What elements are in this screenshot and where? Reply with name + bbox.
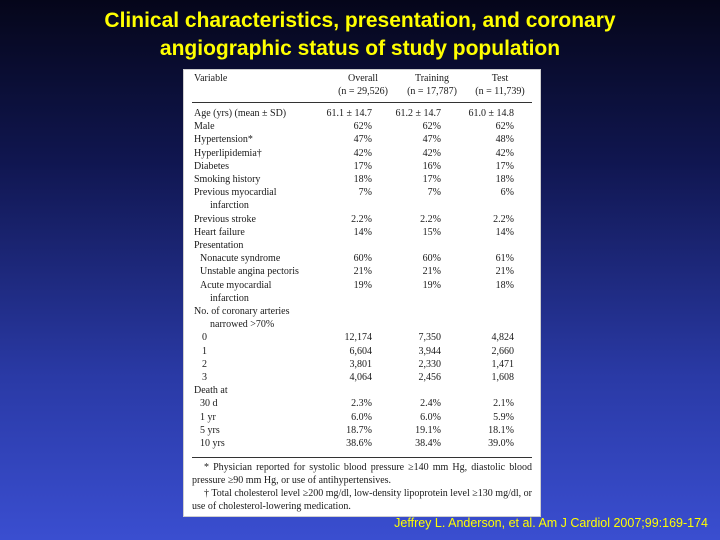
cell-test: 21% [495, 266, 514, 278]
cell-overall: 21% [353, 266, 372, 278]
cell-overall: 2.3% [351, 398, 372, 410]
cell-test: 2.1% [493, 398, 514, 410]
cell-training: 38.4% [415, 438, 441, 449]
cell-overall: 4,064 [349, 372, 372, 383]
table-row [194, 265, 532, 278]
row-label: 1 [202, 345, 207, 357]
row-label: Hypertension* [194, 134, 253, 146]
table-row [194, 252, 532, 265]
row-label: Death at [194, 385, 228, 397]
cell-training: 15% [422, 226, 441, 238]
citation: Jeffrey L. Anderson, et al. Am J Cardiol 2007;99:169-174 [394, 516, 708, 530]
table-row [194, 186, 532, 199]
cell-training: 3,944 [418, 345, 441, 357]
cell-test: 1,471 [491, 358, 514, 370]
table-row [194, 120, 532, 133]
row-label: 5 yrs [200, 424, 220, 436]
cell-test: 1,608 [491, 372, 514, 383]
cell-training: 21% [422, 266, 441, 278]
row-label: Heart failure [194, 226, 245, 238]
table-row [194, 331, 532, 344]
cell-training: 61.2 ± 14.7 [395, 108, 441, 119]
footnote-hypertension: * Physician reported for systolic blood pressure ≥140 mm Hg, diastolic blood pressure ≥90 mm Hg, or use of antihypertensives. [192, 462, 532, 486]
cell-overall: 38.6% [346, 438, 372, 449]
cell-training: 17% [422, 174, 441, 185]
table-row [194, 279, 532, 292]
cell-test: 2.2% [493, 213, 514, 225]
row-label: 10 yrs [200, 438, 225, 449]
cell-test: 17% [495, 160, 514, 172]
row-label: 0 [202, 332, 207, 344]
cell-test: 14% [495, 226, 514, 238]
cell-overall: 14% [353, 226, 372, 238]
col-header-test-n: (n = 11,739) [475, 86, 525, 97]
row-label: narrowed >70% [210, 319, 275, 331]
cell-overall: 18% [353, 174, 372, 185]
cell-test: 5.9% [493, 411, 514, 423]
header-rule [192, 102, 532, 103]
cell-training: 42% [422, 147, 441, 159]
cell-training: 7,350 [418, 332, 441, 344]
cell-training: 2.2% [420, 213, 441, 225]
row-label: Presentation [194, 240, 244, 251]
row-label: 2 [202, 358, 207, 370]
cell-overall: 60% [353, 253, 372, 265]
row-label: infarction [210, 292, 249, 304]
row-label: Previous stroke [194, 213, 256, 225]
table-row [194, 318, 532, 331]
cell-test: 62% [495, 121, 514, 133]
row-label: No. of coronary arteries [194, 306, 290, 317]
table-row [194, 437, 532, 450]
table-row [194, 213, 532, 226]
row-label: Nonacute syndrome [200, 253, 281, 265]
table-row [194, 411, 532, 424]
cell-test: 42% [495, 147, 514, 159]
cell-training: 47% [422, 134, 441, 146]
cell-test: 39.0% [488, 438, 514, 449]
cell-training: 2,330 [418, 358, 441, 370]
row-label: Male [194, 121, 215, 133]
col-header-test: Test [491, 73, 509, 84]
cell-overall: 18.7% [346, 424, 372, 436]
table-row [194, 226, 532, 239]
cell-training: 16% [422, 160, 441, 172]
table-row [194, 424, 532, 437]
cell-overall: 42% [353, 147, 372, 159]
cell-test: 4,824 [491, 332, 514, 344]
cell-training: 6.0% [420, 411, 441, 423]
cell-test: 18% [495, 174, 514, 185]
cell-training: 7% [427, 187, 441, 199]
table-row [194, 239, 532, 252]
cell-overall: 47% [353, 134, 372, 146]
table-row [194, 133, 532, 146]
row-label: Age (yrs) (mean ± SD) [194, 108, 287, 119]
cell-test: 18.1% [488, 424, 514, 436]
cell-training: 2.4% [420, 398, 441, 410]
cell-overall: 62% [353, 121, 372, 133]
table-row [194, 292, 532, 305]
table-header [192, 73, 532, 101]
row-label: Smoking history [194, 174, 261, 185]
cell-overall: 61.1 ± 14.7 [326, 108, 372, 119]
cell-overall: 17% [353, 160, 372, 172]
row-label: Previous myocardial [194, 187, 277, 199]
cell-overall: 19% [353, 279, 372, 291]
col-header-overall-n: (n = 29,526) [338, 86, 388, 97]
cell-overall: 2.2% [351, 213, 372, 225]
table-row [194, 345, 532, 358]
col-header-training-n: (n = 17,787) [407, 86, 457, 97]
slide-title [0, 7, 720, 63]
cell-test: 18% [495, 279, 514, 291]
footnote-hyperlipidemia: † Total cholesterol level ≥200 mg/dl, low-density lipoprotein level ≥130 mg/dl, or use of cholesterol-lowering medication. [192, 488, 532, 512]
row-label: 3 [202, 372, 207, 383]
row-label: Unstable angina pectoris [200, 266, 299, 278]
cell-test: 61% [495, 253, 514, 265]
cell-test: 61.0 ± 14.8 [468, 108, 514, 119]
table-row [194, 107, 532, 120]
row-label: Acute myocardial [200, 279, 272, 291]
slide-title-line-2: angiographic status of study population [159, 37, 561, 60]
cell-test: 2,660 [491, 345, 514, 357]
col-header-variable: Variable [194, 73, 228, 84]
table-row [194, 160, 532, 173]
cell-training: 2,456 [418, 372, 441, 383]
table-row [194, 397, 532, 410]
row-label: Hyperlipidemia† [194, 147, 262, 159]
cell-overall: 7% [358, 187, 372, 199]
table-row [194, 147, 532, 160]
cell-test: 48% [495, 134, 514, 146]
footer-rule [192, 457, 532, 458]
characteristics-table [183, 69, 541, 517]
cell-overall: 3,801 [349, 358, 372, 370]
cell-training: 60% [422, 253, 441, 265]
cell-overall: 6.0% [351, 411, 372, 423]
col-header-training: Training [414, 73, 450, 84]
table-row [194, 199, 532, 212]
row-label: 1 yr [200, 411, 216, 423]
table-row [194, 305, 532, 318]
table-row [194, 358, 532, 371]
row-label: 30 d [200, 398, 218, 410]
cell-training: 19.1% [415, 424, 441, 436]
table-row [194, 384, 532, 397]
cell-overall: 6,604 [349, 345, 372, 357]
cell-training: 62% [422, 121, 441, 133]
cell-test: 6% [500, 187, 514, 199]
table-row [194, 173, 532, 186]
cell-training: 19% [422, 279, 441, 291]
row-label: Diabetes [194, 160, 229, 172]
slide-title-line-1: Clinical characteristics, presentation, and coronary [104, 9, 616, 32]
col-header-overall: Overall [348, 73, 378, 84]
row-label: infarction [210, 200, 249, 212]
cell-overall: 12,174 [344, 332, 372, 344]
table-row [194, 371, 532, 384]
